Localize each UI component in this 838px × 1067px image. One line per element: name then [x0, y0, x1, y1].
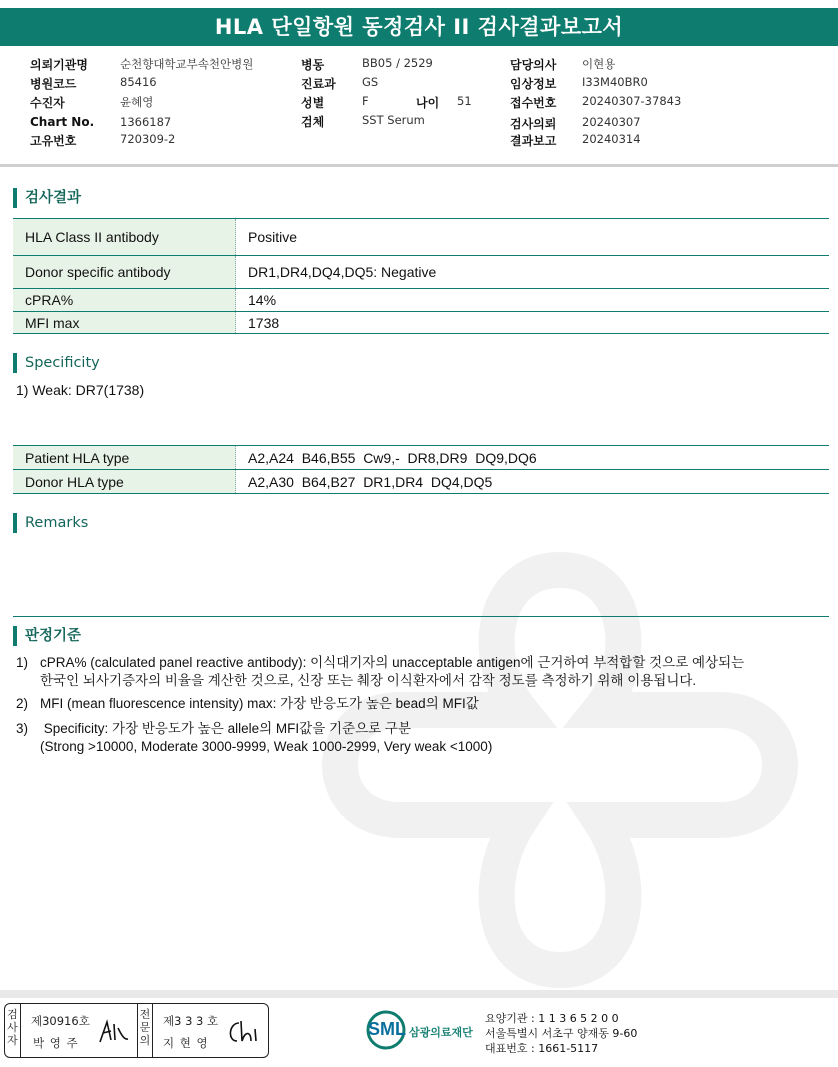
info-value-department: GS [362, 75, 379, 89]
table-row [13, 289, 829, 312]
specialist-name: 지 현 영 [163, 1036, 209, 1050]
info-value-sex: F [362, 94, 369, 108]
examiner-signature [97, 1018, 131, 1046]
info-label-request-date: 검사의뢰 [510, 117, 557, 131]
result-key: MFI max [13, 312, 236, 334]
criteria-text-line: cPRA% (calculated panel reactive antibody): 이식대기자의 unacceptable antigen에 근거하여 부적합할 것으로 예상되는 [40, 655, 745, 670]
table-row [13, 470, 829, 494]
info-value-receipt-no: 20240307-37843 [582, 94, 682, 108]
result-value: DR1,DR4,DQ4,DQ5: Negative [236, 256, 830, 289]
result-value: 1738 [236, 312, 830, 334]
info-label-specimen: 검체 [301, 115, 325, 129]
specialist-signature [225, 1017, 263, 1047]
info-label-hospital-code: 병원코드 [30, 77, 77, 91]
info-value-specimen: SST Serum [362, 113, 425, 127]
results-table [13, 218, 829, 334]
info-value-report-date: 20240314 [582, 132, 641, 146]
table-row [13, 219, 829, 256]
table-row [13, 312, 829, 334]
info-value-unique-no: 720309-2 [120, 132, 176, 146]
info-divider [0, 164, 838, 167]
sml-logo-org: 삼광의료재단 [409, 1026, 473, 1039]
info-label-patient: 수진자 [30, 96, 65, 110]
info-label-ward: 병동 [301, 58, 325, 72]
sml-logo [366, 1010, 481, 1050]
table-row [13, 256, 829, 289]
result-value: Positive [236, 219, 830, 256]
info-label-chart-no: Chart No. [30, 115, 95, 129]
criteria-text-line: (Strong >10000, Moderate 3000-9999, Weak 1000-2999, Very weak <1000) [40, 739, 493, 754]
org-code: 요양기관 : 1 1 3 6 5 2 0 0 [485, 1012, 619, 1025]
hla-type-value: A2,A24 B46,B55 Cw9,- DR8,DR9 DQ9,DQ6 [236, 446, 830, 470]
sml-logo-text: SML [368, 1019, 406, 1039]
specialist-license: 제3 3 3 호 [163, 1014, 219, 1028]
examiner-name: 박 영 주 [33, 1036, 79, 1050]
results-heading: 검사결과 [13, 188, 81, 208]
specificity-item: 1) Weak: DR7(1738) [16, 382, 145, 398]
criteria-divider [13, 616, 829, 617]
result-value: 14% [236, 289, 830, 312]
specificity-heading: Specificity [13, 353, 100, 373]
info-value-patient: 윤혜영 [120, 95, 154, 109]
info-label-report-date: 결과보고 [510, 134, 557, 148]
info-label-institution: 의뢰기관명 [30, 58, 88, 72]
info-value-request-date: 20240307 [582, 115, 641, 129]
info-value-clinical: I33M40BR0 [582, 75, 648, 89]
patient-info [30, 56, 830, 150]
info-value-doctor: 이현용 [582, 57, 616, 71]
remarks-heading: Remarks [13, 513, 88, 533]
info-value-hospital-code: 85416 [120, 75, 157, 89]
hla-type-key: Donor HLA type [13, 470, 236, 494]
info-value-institution: 순천향대학교부속천안병원 [120, 57, 254, 71]
criteria-num: 1) [16, 655, 29, 670]
examiner-label: 검사자 [5, 1004, 21, 1057]
criteria-text-line: 한국인 뇌사기증자의 비율을 계산한 것으로, 신장 또는 췌장 이식환자에서 감작 정도를 측정하기 위해 이용됩니다. [40, 673, 697, 688]
result-key: HLA Class II antibody [13, 219, 236, 256]
org-phone: 대표번호 : 1661-5117 [485, 1042, 599, 1055]
criteria-text-line: Specificity: 가장 반응도가 높은 allele의 MFI값을 기준으로 구분 [40, 721, 411, 736]
criteria-text-line: MFI (mean fluorescence intensity) max: 가장 반응도가 높은 bead의 MFI값 [40, 696, 479, 711]
hla-type-table [13, 445, 829, 494]
hla-type-value: A2,A30 B64,B27 DR1,DR4 DQ4,DQ5 [236, 470, 830, 494]
examiner-license: 제30916호 [31, 1014, 90, 1028]
hla-type-key: Patient HLA type [13, 446, 236, 470]
info-value-ward: BB05 / 2529 [362, 56, 433, 70]
specialist-label: 전문의 [137, 1004, 153, 1057]
criteria-heading: 판정기준 [13, 626, 81, 646]
footer-divider [0, 990, 838, 998]
info-label-receipt-no: 접수번호 [510, 96, 557, 110]
org-info [485, 1011, 637, 1056]
info-label-unique-no: 고유번호 [30, 134, 77, 148]
info-label-sex: 성별 [301, 96, 325, 110]
table-row [13, 446, 829, 470]
info-label-age: 나이 [416, 96, 440, 110]
signature-box [4, 1003, 269, 1058]
org-address: 서울특별시 서초구 양재동 9-60 [485, 1027, 638, 1040]
info-label-clinical: 임상정보 [510, 77, 557, 91]
info-label-department: 진료과 [301, 77, 336, 91]
report-title: HLA 단일항원 동정검사 II 검사결과보고서 [0, 8, 838, 46]
criteria-num: 3) [16, 721, 29, 736]
result-key: cPRA% [13, 289, 236, 312]
result-key: Donor specific antibody [13, 256, 236, 289]
criteria-num: 2) [16, 696, 29, 711]
info-value-age: 51 [457, 94, 472, 108]
info-value-chart-no: 1366187 [120, 115, 172, 129]
info-label-doctor: 담당의사 [510, 58, 557, 72]
